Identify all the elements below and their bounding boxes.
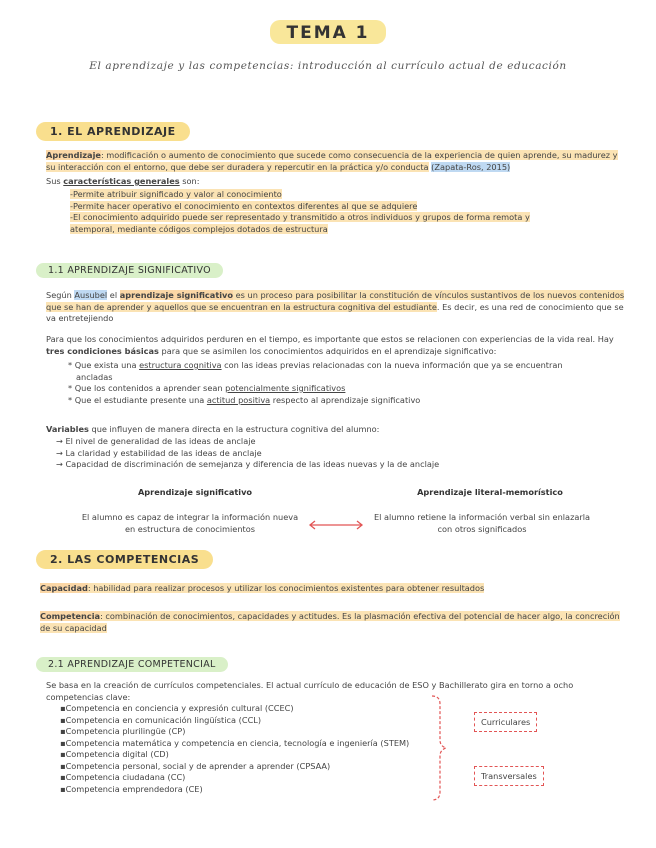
aprendizaje-definition	[46, 150, 626, 173]
char-item: -Permite atribuir significado y valor al conocimiento	[70, 189, 282, 199]
condition-1: * Que exista una estructura cognitiva con las ideas previas relacionadas con la nueva información que ya se encuentran	[68, 360, 563, 370]
variable-item: → Capacidad de discriminación de semejanza y diferencia de las ideas nuevas y la de anclaje	[56, 459, 440, 469]
list-item: ▪Competencia matemática y competencia en ciencia, tecnología e ingeniería (STEM)	[60, 737, 410, 748]
page-title: TEMA 1	[270, 20, 385, 44]
cap-term: Capacidad	[40, 583, 88, 593]
variable-item: → La claridad y estabilidad de las ideas de anclaje	[56, 447, 262, 458]
condition-2: * Que los contenidos a aprender sean potencialmente significativos	[68, 383, 346, 393]
competencia-definition	[40, 611, 630, 634]
p1-pre: Según	[46, 290, 75, 300]
list-item: ▪Competencia personal, social y de aprender a aprender (CPSAA)	[60, 760, 331, 771]
conditions-list	[68, 360, 628, 406]
characteristics-list	[70, 189, 630, 235]
variables-list	[56, 436, 439, 471]
section2-heading: 2. LAS COMPETENCIAS	[36, 550, 213, 569]
def-text: : modificación o aumento de conocimiento que sucede como consecuencia de la experiencia de quien aprende, su madurez y su interacción con el entorno, que debe ser duradera y repercutir en la práctica y/o conducta	[46, 150, 618, 172]
significativo-text: El alumno es capaz de integrar la información nueva en estructura de conocimientos	[81, 512, 299, 534]
ausubel-paragraph	[46, 290, 626, 325]
comp-term: Competencia	[40, 611, 101, 621]
def-term: Aprendizaje	[46, 150, 101, 160]
variable-item: → El nivel de generalidad de las ideas de anclaje	[56, 436, 256, 446]
char-intro: Sus	[46, 176, 64, 186]
title-wrap	[0, 20, 656, 44]
brace-icon	[428, 694, 452, 804]
transversales-label: Transversales	[474, 766, 544, 786]
p2-term: tres condiciones básicas	[46, 345, 159, 356]
p1-term: aprendizaje significativo	[119, 290, 233, 300]
section1-heading: 1. EL APRENDIZAJE	[36, 122, 190, 141]
competencias-list	[60, 703, 409, 795]
var-text: que influyen de manera directa en la estructura cognitiva del alumno:	[88, 424, 380, 434]
comp-text: : combinación de conocimientos, capacidades y actitudes. Es la plasmación efectiva del potencial de hacer algo, la concreción de su capacidad	[40, 611, 620, 633]
list-item: ▪Competencia plurilingüe (CP)	[60, 726, 186, 736]
p2-rest: para que se asimilen los conocimientos adquiridos en el aprendizaje significativo:	[158, 345, 497, 356]
list-item: ▪Competencia ciudadana (CC)	[60, 772, 186, 782]
list-item: ▪Competencia emprendedora (CE)	[60, 783, 203, 794]
char-item: -El conocimiento adquirido puede ser representado y transmitido a otros individuos y grupos de forma remota y	[70, 212, 530, 222]
significativo-title: Aprendizaje significativo	[137, 487, 253, 497]
characteristics-intro	[46, 176, 200, 188]
section11-heading-wrap	[36, 258, 223, 277]
memoristico-title: Aprendizaje literal-memorístico	[417, 487, 563, 497]
char-after: son:	[179, 176, 200, 186]
variables-intro	[46, 424, 379, 436]
curriculares-label: Curriculares	[474, 712, 537, 732]
section2-heading-wrap	[36, 548, 213, 567]
p1-rest: es un proceso para posibilitar la constitución de vínculos sustantivos de los nuevos contenidos que se han de aprender y aquellos que se encuentran en la estructura cognitiva del estudiante	[46, 290, 625, 312]
list-item: ▪Competencia en conciencia y expresión cultural (CCEC)	[60, 703, 294, 713]
char-item: atemporal, mediante códigos complejos dotados de estructura	[70, 223, 328, 234]
cap-text: : habilidad para realizar procesos y utilizar los conocimientos existentes para obtener resultados	[87, 583, 485, 593]
conditions-paragraph	[46, 334, 631, 357]
condition-1-cont: ancladas	[76, 371, 113, 382]
p1-mid: el	[107, 290, 120, 300]
page-subtitle: El aprendizaje y las competencias: introducción al currículo actual de educación	[89, 60, 567, 72]
section21-heading: 2.1 APRENDIZAJE COMPETENCIAL	[36, 657, 228, 672]
capacidad-definition	[40, 583, 630, 595]
list-item: ▪Competencia digital (CD)	[60, 749, 169, 759]
list-item: ▪Competencia en comunicación lingüística (CCL)	[60, 714, 262, 725]
p2-pre: Para que los conocimientos adquiridos perduren en el tiempo, es importante que estos se relacionen con experiencias de la vida real. Hay	[46, 334, 614, 344]
char-term: características generales	[63, 176, 180, 186]
memoristico-text: El alumno retiene la información verbal sin enlazarla con otros significados	[373, 512, 591, 534]
var-term: Variables	[46, 424, 89, 434]
def-cite: (Zapata-Ros, 2015)	[431, 161, 511, 172]
section11-heading: 1.1 APRENDIZAJE SIGNIFICATIVO	[36, 263, 223, 278]
competencias-intro: Se basa en la creación de currículos competenciales. El actual currículo de educación de ESO y Bachillerato gira en torno a ocho competencias clave:	[46, 680, 574, 702]
double-arrow-icon	[306, 518, 366, 532]
p1-tail: . Es decir, es una red de conocimiento que se va entretejiendo	[46, 301, 624, 323]
condition-3: * Que el estudiante presente una actitud positiva respecto al aprendizaje significativo	[68, 394, 421, 405]
p1-author: Ausubel	[74, 290, 108, 300]
section21-heading-wrap	[36, 652, 228, 671]
char-item: -Permite hacer operativo el conocimiento en contextos diferentes al que se adquiere	[70, 200, 418, 211]
section1-heading-wrap	[36, 120, 190, 139]
